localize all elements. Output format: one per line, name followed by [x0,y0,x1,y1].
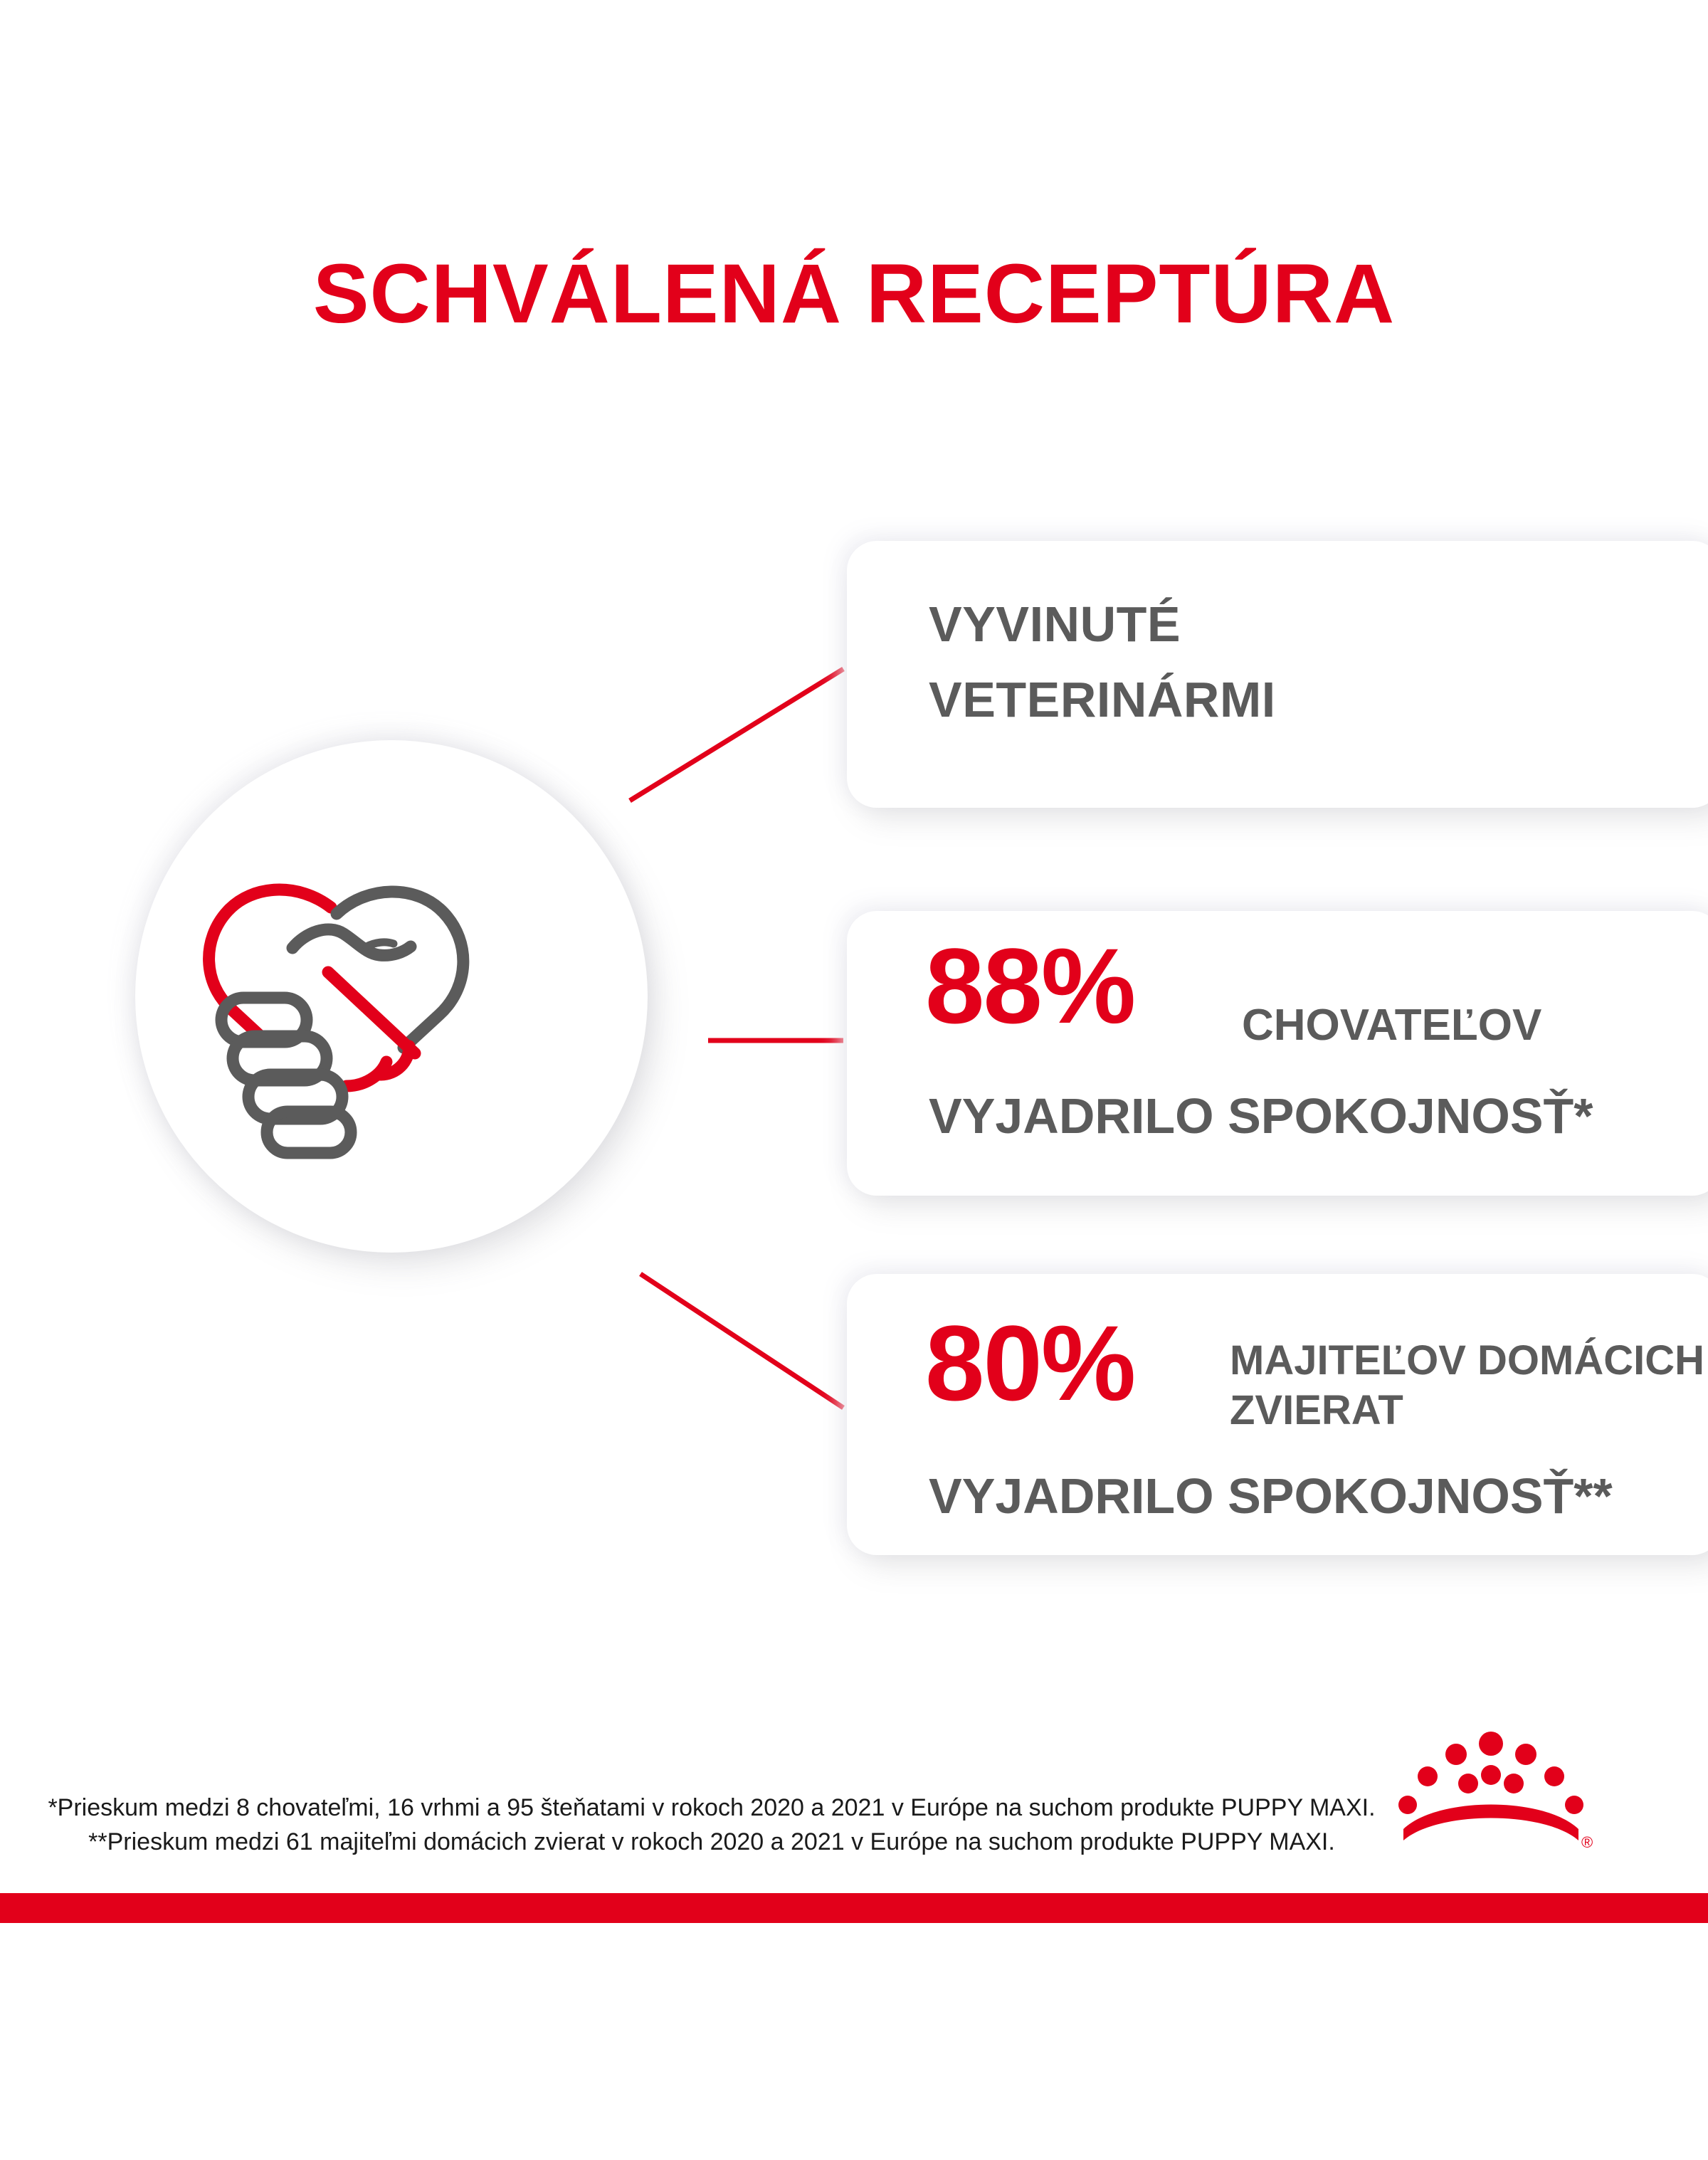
handshake-icon [153,840,537,1174]
card-vets-line2: VETERINÁRMI [929,672,1276,727]
pet-owners-subject-line2: ZVIERAT [1230,1387,1403,1433]
page-title: SCHVÁLENÁ RECEPTÚRA [312,247,1396,341]
pet-owners-subject-line1: MAJITEĽOV DOMÁCICH [1230,1337,1704,1384]
footnote-1: *Prieskum medzi 8 chovateľmi, 16 vrhmi a 95 šteňatami v rokoch 2020 a 2021 v Európe na suchom produkte PUPPY MAXI. [48,1794,1376,1821]
pet-owners-percent: 80% [925,1303,1135,1423]
breeders-statement: VYJADRILO SPOKOJNOSŤ* [929,1088,1593,1144]
pet-owners-statement: VYJADRILO SPOKOJNOSŤ** [929,1468,1613,1524]
footnote-2: **Prieskum medzi 61 majiteľmi domácich zvierat v rokoch 2020 a 2021 v Európe na suchom produkte PUPPY MAXI. [88,1828,1335,1856]
royal-canin-crown-logo [1388,1722,1594,1865]
bottom-red-bar [0,1893,1708,1923]
breeders-subject: CHOVATEĽOV [1242,1001,1542,1050]
footnotes [43,1791,1381,1860]
card-vets-line1: VYVINUTÉ [929,596,1181,652]
bottom-white-area [0,1923,1708,2160]
breeders-percent: 88% [925,926,1135,1045]
registered-mark: ® [1581,1833,1593,1851]
